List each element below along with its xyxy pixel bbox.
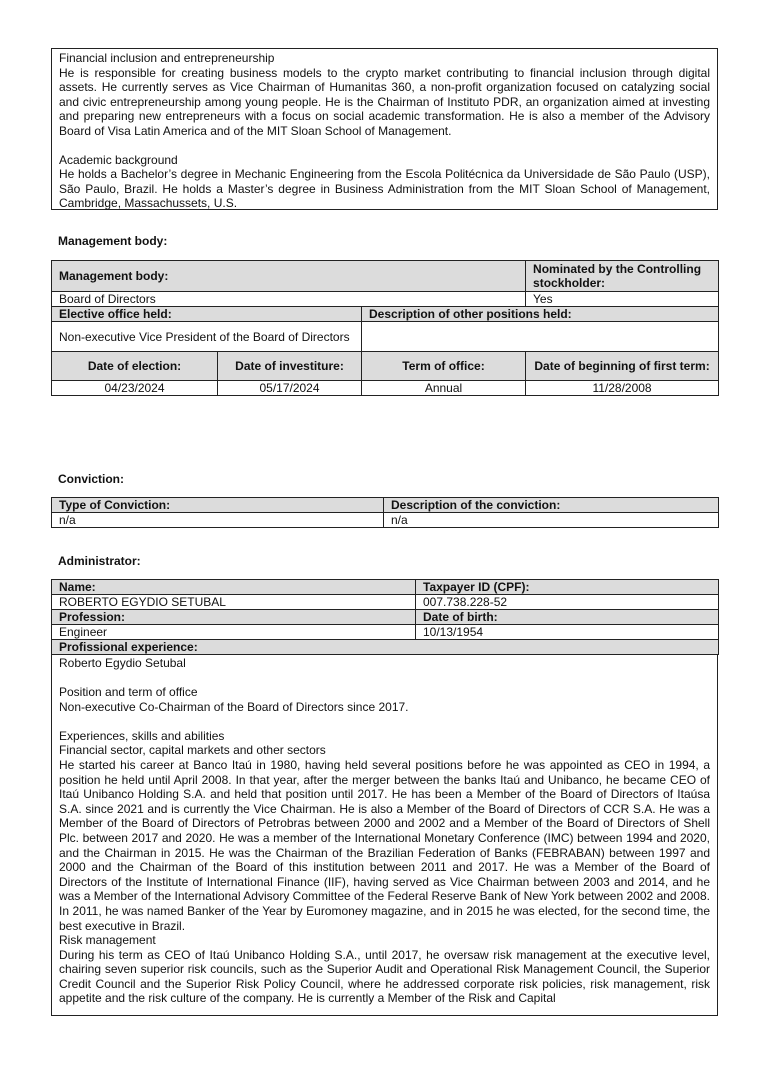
administrator-table bbox=[51, 579, 719, 655]
birth-date-header: Date of birth: bbox=[416, 610, 719, 625]
bio-box bbox=[51, 48, 718, 210]
financial-sector-text: He started his career at Banco Itaú in 1980, having held several positions before he was appointed as CEO in 1994, a position he held until April 2008. In that year, after the merger between the banks Itaú and Unibanco, he became CEO of Itaú Unibanco Holding S.A. and held that position until 2017. He has been a Member of the Board of Directors of Itaúsa S.A. since 2021 and is currently the Vice Chairman. He is also a Member of the Board of Directors of CCR S.A. He was a Member of the Board of Directors of Petrobras between 2000 and 2002 and a Member of the Board of Directors of Shell Plc. between 2017 and 2020. He was a member of the International Monetary Conference (IMC) between 1994 and 2020, and the Chairman in 2015. He was the Chairman of the Brazilian Federation of Banks (FEBRABAN) between 1997 and 2000 and the Chairman of the Board of this institution between 2011 and 2017. He was a Member of the Board of Directors of the Institute of International Finance (IIF), having served as Vice Chairman between 2003 and 2014, and he was a Member of the International Advisory Committee of the Federal Reserve Bank of New York between 2002 and 2008. In 2011, he was named Banker of the Year by Euromoney magazine, and in 2015 he was elected, for the second time, the best executive in Brazil. bbox=[59, 757, 710, 933]
election-date-value: 04/23/2024 bbox=[52, 381, 218, 396]
birth-date-value: 10/13/1954 bbox=[416, 625, 719, 640]
management-body-header: Management body: bbox=[52, 261, 526, 292]
conviction-section-title: Conviction: bbox=[58, 472, 124, 486]
nominated-value: Yes bbox=[526, 292, 719, 307]
risk-management-heading: Risk management bbox=[59, 933, 156, 948]
name-value: ROBERTO EGYDIO SETUBAL bbox=[52, 595, 416, 610]
conviction-table bbox=[51, 497, 719, 528]
investiture-date-header: Date of investiture: bbox=[218, 352, 362, 381]
other-positions-value bbox=[362, 322, 719, 352]
term-of-office-header: Term of office: bbox=[362, 352, 526, 381]
election-date-header: Date of election: bbox=[52, 352, 218, 381]
first-term-value: 11/28/2008 bbox=[526, 381, 719, 396]
administrator-section-title: Administrator: bbox=[58, 554, 141, 568]
investiture-date-value: 05/17/2024 bbox=[218, 381, 362, 396]
management-table bbox=[51, 260, 719, 396]
profession-header: Profession: bbox=[52, 610, 416, 625]
financial-inclusion-heading: Financial inclusion and entrepreneurship bbox=[59, 51, 275, 65]
academic-text: He holds a Bachelor’s degree in Mechanic Engineering from the Escola Politécnica da Universidade de São Paulo (USP), São Paulo, Brazil. He holds a Master’s degree in Business Administration from the MIT Sloan School of Management, Cambridge, Massachussets, U.S. bbox=[59, 167, 710, 210]
financial-sector-heading: Financial sector, capital markets and other sectors bbox=[59, 743, 326, 758]
position-heading: Position and term of office bbox=[59, 685, 198, 700]
other-positions-header: Description of other positions held: bbox=[362, 307, 719, 322]
professional-experience-box bbox=[51, 655, 718, 1016]
academic-heading: Academic background bbox=[59, 152, 178, 167]
risk-management-text: During his term as CEO of Itaú Unibanco Holding S.A., until 2017, he oversaw risk management at the executive level, chairing seven superior risk councils, such as the Superior Audit and Operational Risk Management Council, the Superior Credit Council and the Superior Risk Policy Council, where he addressed corporate risk policies, risk management, risk appetite and the risk culture of the company. He is currently a Member of the Risk and Capital bbox=[59, 947, 710, 1006]
experience-header: Profissional experience: bbox=[52, 640, 719, 655]
elective-office-header: Elective office held: bbox=[52, 307, 362, 322]
profession-value: Engineer bbox=[52, 625, 416, 640]
skills-heading: Experiences, skills and abilities bbox=[59, 728, 225, 743]
experience-name: Roberto Egydio Setubal bbox=[59, 656, 186, 670]
taxpayer-header: Taxpayer ID (CPF): bbox=[416, 580, 719, 595]
taxpayer-value: 007.738.228-52 bbox=[416, 595, 719, 610]
nominated-header: Nominated by the Controlling stockholder: bbox=[526, 261, 719, 292]
position-text: Non-executive Co-Chairman of the Board of Directors since 2017. bbox=[59, 699, 409, 714]
conviction-description-header: Description of the conviction: bbox=[384, 498, 719, 513]
term-of-office-value: Annual bbox=[362, 381, 526, 396]
financial-inclusion-text: He is responsible for creating business models to the crypto market contributing to financial inclusion through digital assets. He currently serves as Vice Chairman of Humanitas 360, a non-profit organization focused on catalyzing social and civic entrepreneurship among young people. He is the Chairman of Instituto PDR, an organization aimed at investing and preparing new entrepreneurs with a focus on social academic transformation. He is also a member of the Advisory Board of Visa Latin America and of the MIT Sloan School of Management. bbox=[59, 65, 710, 138]
elective-office-value: Non-executive Vice President of the Board of Directors bbox=[52, 322, 362, 352]
conviction-type-value: n/a bbox=[52, 513, 384, 528]
name-header: Name: bbox=[52, 580, 416, 595]
management-body-value: Board of Directors bbox=[52, 292, 526, 307]
conviction-type-header: Type of Conviction: bbox=[52, 498, 384, 513]
management-section-title: Management body: bbox=[58, 234, 168, 248]
first-term-header: Date of beginning of first term: bbox=[526, 352, 719, 381]
conviction-description-value: n/a bbox=[384, 513, 719, 528]
